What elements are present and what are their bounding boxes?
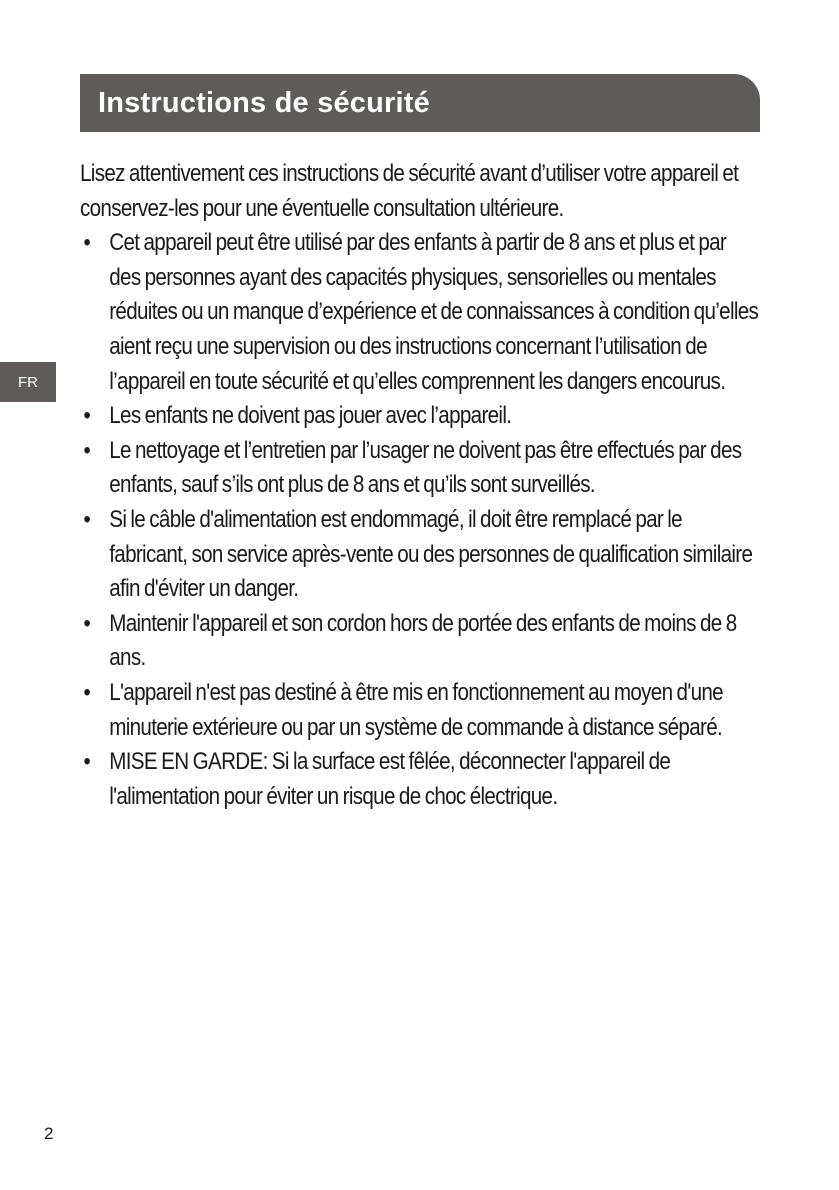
bullet-icon: •: [83, 505, 90, 533]
section-header-bar: [80, 74, 760, 132]
list-item-text: Les enfants ne doivent pas jouer avec l’appareil.: [109, 402, 512, 430]
list-item-text: Cet appareil peut être utilisé par des enfants à partir de 8 ans et plus et par des personnes ayant des capacités physiques, sensorielles ou mentales réduites ou un manque d’expérience et de connaissances à condition qu’elles aient reçu une supervision ou des instructions concernant l’utilisation de l’appareil en toute sécurité et qu’elles comprennent les dangers encourus.: [109, 229, 759, 395]
bullet-icon: •: [83, 402, 90, 430]
list-item: [80, 745, 759, 814]
section-title: Instructions de sécurité: [98, 86, 430, 119]
list-item-text: Maintenir l'appareil et son cordon hors de portée des enfants de moins de 8 ans.: [109, 609, 737, 672]
list-item-text: Si le câble d'alimentation est endommagé, il doit être remplacé par le fabricant, son service après-vente ou des personnes de qualification similaire afin d'éviter un danger.: [109, 505, 753, 603]
safety-content: [80, 157, 759, 814]
page-number: 2: [44, 1124, 54, 1143]
list-item-text: Le nettoyage et l’entretien par l’usager ne doivent pas être effectués par des enfants, sauf s’ils ont plus de 8 ans et qu’ils sont surveillés.: [109, 436, 742, 499]
list-item: [80, 503, 759, 607]
list-item: [80, 226, 759, 399]
bullet-icon: •: [83, 229, 90, 257]
list-item: [80, 676, 759, 745]
language-tab-label: FR: [18, 373, 38, 391]
safety-list: [80, 226, 759, 814]
list-item-text: MISE EN GARDE: Si la surface est fêlée, déconnecter l'appareil de l'alimentation pour éviter un risque de choc électrique.: [109, 748, 671, 810]
list-item: [80, 434, 759, 503]
list-item: [80, 399, 759, 434]
bullet-icon: •: [83, 678, 90, 706]
language-tab: [0, 362, 56, 402]
bullet-icon: •: [83, 748, 90, 776]
list-item: [80, 607, 759, 676]
bullet-icon: •: [83, 609, 90, 637]
list-item-text: L'appareil n'est pas destiné à être mis en fonctionnement au moyen d'une minuterie extérieure ou par un système de commande à distance séparé.: [109, 678, 723, 741]
bullet-icon: •: [83, 436, 90, 464]
intro-paragraph: Lisez attentivement ces instructions de sécurité avant d’utiliser votre appareil et conservez-les pour une éventuelle consultation ultérieure.: [80, 160, 739, 222]
